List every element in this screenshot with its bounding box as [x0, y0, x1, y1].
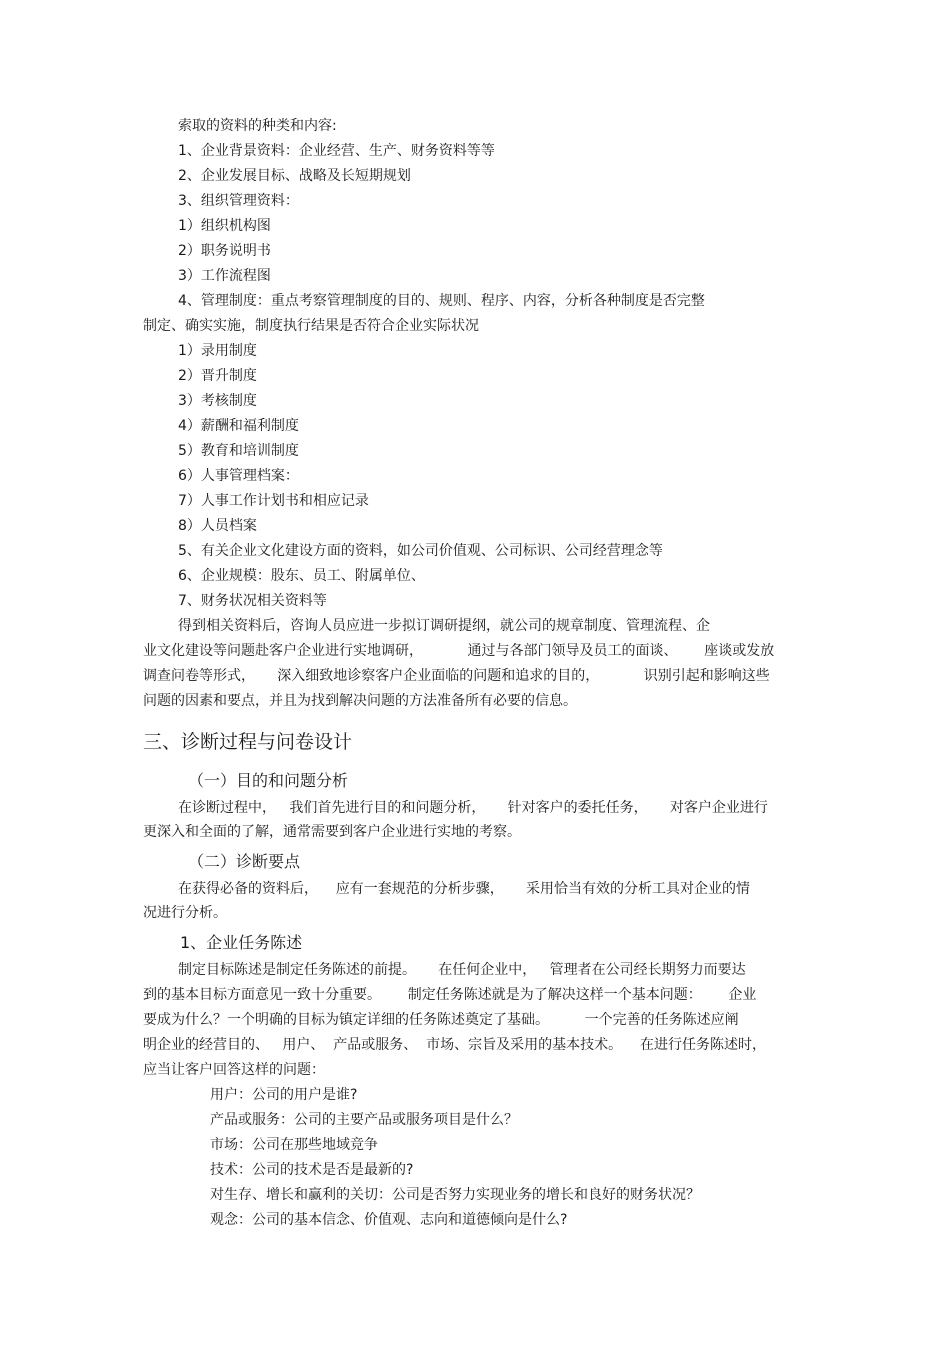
- text-line: 业文化建设等问题赴客户企业进行实地调研， 通过与各部门领导及员工的面谈、 座谈或发放: [143, 643, 775, 659]
- text-line: 明企业的经营目的、 用户、 产品或服务、 市场、宗旨及采用的基本技术。 在进行任务陈述时，: [143, 1037, 766, 1053]
- question-line: 技术：公司的技术是否是最新的?: [210, 1162, 414, 1178]
- text-line: 7）人事工作计划书和相应记录: [178, 493, 369, 509]
- text-line: 5、有关企业文化建设方面的资料，如公司价值观、公司标识、公司经营理念等: [178, 543, 663, 559]
- text-line: 7、财务状况相关资料等: [178, 593, 327, 609]
- text-line: 1）录用制度: [178, 343, 257, 359]
- text-line: 8）人员档案: [178, 518, 257, 534]
- text-line: 4、管理制度：重点考察管理制度的目的、规则、程序、内容，分析各种制度是否完整: [178, 293, 705, 309]
- question-line: 观念：公司的基本信念、价值观、志向和道德倾向是什么?: [210, 1212, 568, 1228]
- text-line: 3、组织管理资料：: [178, 193, 299, 209]
- text-line: 2、企业发展目标、战略及长短期规划: [178, 168, 411, 184]
- text-line: 问题的因素和要点，并且为找到解决问题的方法准备所有必要的信息。: [143, 693, 577, 709]
- question-line: 产品或服务：公司的主要产品或服务项目是什么？: [210, 1112, 518, 1128]
- text-line: 2）晋升制度: [178, 368, 257, 384]
- question-line: 对生存、增长和赢利的关切：公司是否努力实现业务的增长和良好的财务状况？: [210, 1187, 700, 1203]
- subsection-heading: （一）目的和问题分析: [188, 771, 349, 790]
- text-line: 得到相关资料后，咨询人员应进一步拟订调研提纲，就公司的规章制度、管理流程、企: [178, 618, 710, 634]
- text-line: 1、企业背景资料：企业经营、生产、财务资料等等: [178, 143, 495, 159]
- question-line: 用户：公司的用户是谁?: [210, 1087, 358, 1103]
- text-line: 制定目标陈述是制定任务陈述的前提。 在任何企业中， 管理者在公司经长期努力而要达: [178, 962, 746, 978]
- question-line: 市场：公司在那些地域竞争: [210, 1137, 378, 1153]
- text-line: 调查问卷等形式， 深入细致地诊察客户企业面临的问题和追求的目的， 识别引起和影响这些: [143, 668, 770, 684]
- text-line: 更深入和全面的了解，通常需要到客户企业进行实地的考察。: [143, 824, 521, 840]
- text-line: 到的基本目标方面意见一致十分重要。 制定任务陈述就是为了解决这样一个基本问题： 企业: [143, 987, 757, 1003]
- subsection-heading: （二）诊断要点: [188, 852, 301, 871]
- text-line: 3）考核制度: [178, 393, 257, 409]
- text-line: 索取的资料的种类和内容:: [178, 118, 337, 134]
- text-line: 在获得必备的资料后， 应有一套规范的分析步骤， 采用恰当有效的分析工具对企业的情: [178, 881, 751, 897]
- text-line: 4）薪酬和福利制度: [178, 418, 299, 434]
- text-line: 5）教育和培训制度: [178, 443, 299, 459]
- text-line: 要成为什么？一个明确的目标为镇定详细的任务陈述奠定了基础。 一个完善的任务陈述应阐: [143, 1012, 739, 1028]
- text-line: 在诊断过程中， 我们首先进行目的和问题分析， 针对客户的委托任务， 对客户企业进行: [178, 800, 768, 816]
- section-heading: 三、诊断过程与问卷设计: [143, 731, 353, 753]
- text-line: 3）工作流程图: [178, 268, 271, 284]
- text-line: 1）组织机构图: [178, 218, 271, 234]
- text-line: 应当让客户回答这样的问题：: [143, 1062, 325, 1078]
- item-heading: 1、企业任务陈述: [180, 933, 303, 952]
- text-line: 2）职务说明书: [178, 243, 271, 259]
- text-line: 制定、确实实施，制度执行结果是否符合企业实际状况: [143, 318, 479, 334]
- text-line: 6、企业规模：股东、员工、附属单位、: [178, 568, 425, 584]
- text-line: 6）人事管理档案：: [178, 468, 299, 484]
- text-line: 况进行分析。: [143, 905, 227, 921]
